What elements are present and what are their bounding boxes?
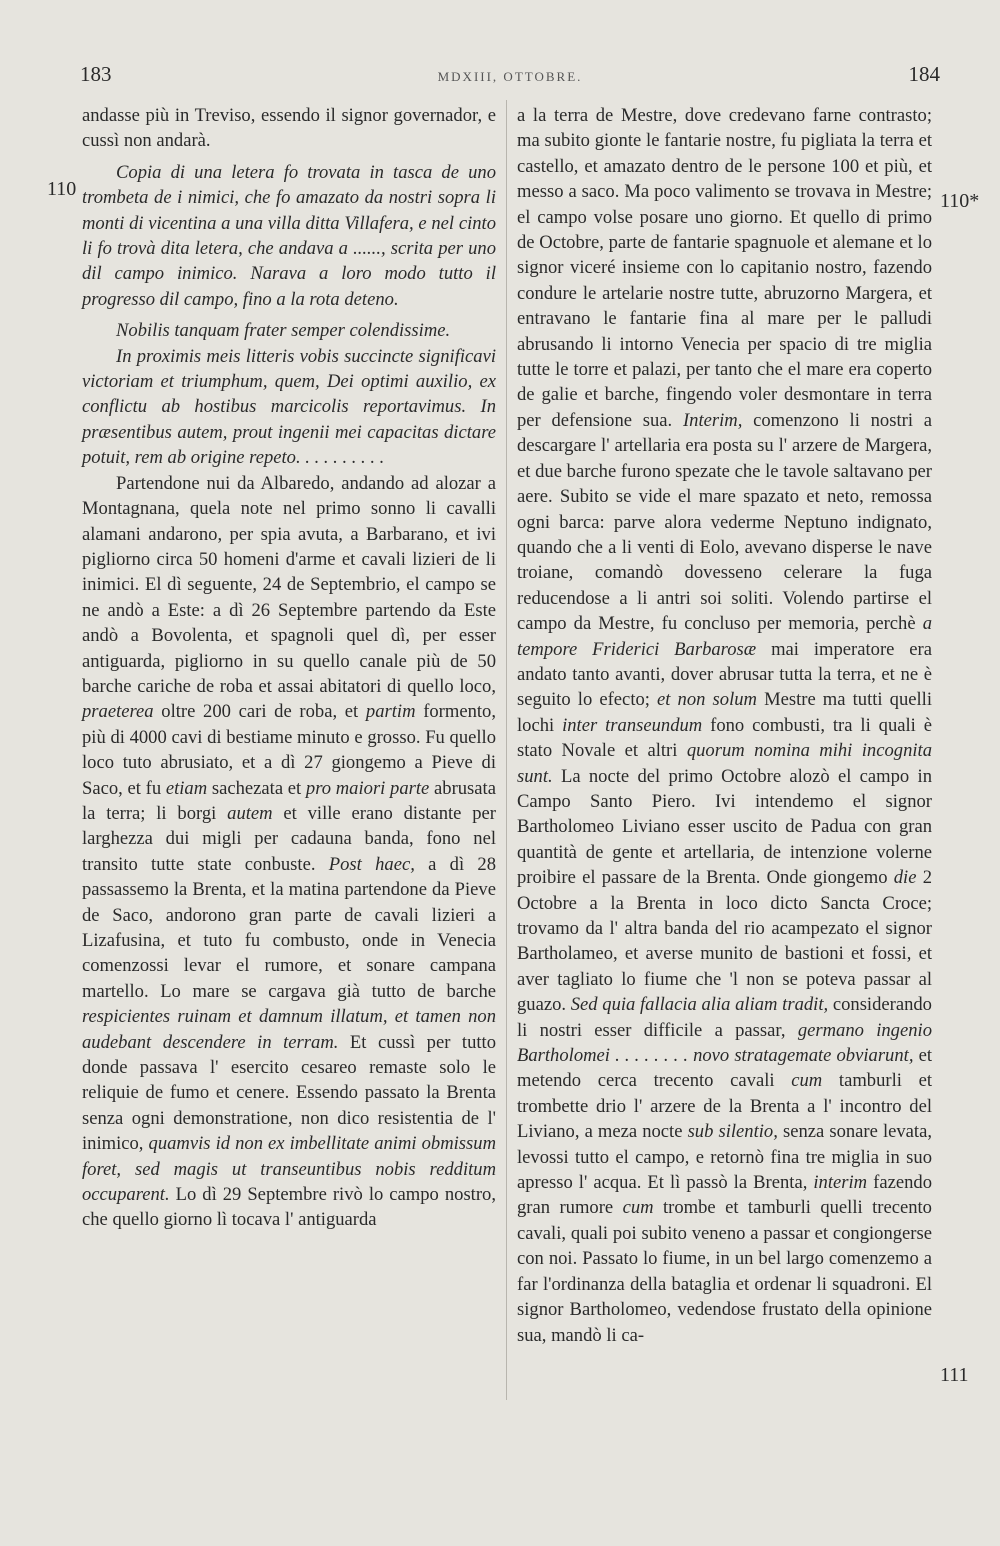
paragraph-narrative-continued (517, 103, 932, 1348)
paragraph-latin-opening: In proximis meis litteris vobis succincte significavi victoriam et triumphum, quem, Dei optimi auxilio, ex conflictu ab hostibus marcicolis reportavimus. In præsentibus autem, prout ingenii mei capacitas dictare potuit, rem ab origine repeto. . . . . . . . . . (82, 345, 496, 469)
margin-number-110-right: 110* (940, 190, 980, 212)
italic-run: inter transeundum (562, 714, 703, 736)
text-run: Mestre ma tutti quelli lochi (517, 689, 933, 736)
column-divider (506, 100, 507, 1400)
text-run: formento, più di 4000 cavi di bestiame minuto e grosso. Fu quello loco tuto abrusiato, et a dì 27 giongemo a Pieve di Saco, et fu (82, 701, 496, 799)
text-run: et ville erano distante per larghezza dui migli per cadauna banda, fono nel transito tutte state conbuste. (82, 802, 496, 875)
text-run: et metendo cerca trecento cavali (517, 1045, 932, 1092)
italic-run: interim (813, 1172, 868, 1194)
italic-run: et non solum (657, 689, 757, 711)
text-run: a la terra de Mestre, dove credevano farne contrasto; ma subito gionte le fantarie nostre, fu pigliata la terra et castello, et amazato dentro de le persone 100 et più, et messo a saco. Ma poco valimento se trovava in Mestre; el campo volse posare uno giorno. Et quello di primo de Octobre, parte de fantarie spagnuole et alemane et lo signor viceré insieme con lo capitanio nostro, fazendo condure le artelarie nostre tutte, abruzorno Margera, et entravano le fantarie fina al mare per le palludi abrusando li intorno Venecia per spacio di tre miglia tutte le torre et palazi, per tanto che el mare era coperto de galie et barche, fingendo voler desmontare in terra per defensione sua. (517, 105, 932, 431)
italic-run: sub silentio, (687, 1121, 778, 1143)
text-run: Lo dì 29 Septembre rivò lo campo nostro, che quello giorno lì tocava l' antiguarda (82, 1184, 496, 1231)
running-title: MDXIII, OTTOBRE. (437, 69, 583, 84)
paragraph-continuation: andasse più in Treviso, essendo il signor governador, e cussì non andarà. (82, 105, 496, 152)
text-run: abrusata la terra; li borgi (82, 777, 496, 824)
italic-run: Sed quia fallacia alia aliam tradit, (570, 994, 829, 1016)
page-number-left: 183 (80, 62, 112, 86)
page-number-right: 184 (908, 62, 940, 86)
italic-run: quorum nomina mihi incognita sunt. (517, 740, 932, 787)
page-header (80, 62, 940, 92)
italic-run: Interim, (682, 409, 743, 431)
text-run: comenzono li nostri a descargare l' artellaria era posta su l' arzere de Margera, et due barche furono spezate che le tavole saltavano per aere. Subito se vide el mare spazato et neto, remossa ogni barca: parve alora vederme Neptuno indignato, quando che a li venti di Eolo, avevano disperse le nave troiane, comandò dovesseno celerare la fuga reducendose a li antri soi soliti. Volendo partirse el campo da Mestre, fu concluso per memoria, perchè (517, 409, 932, 635)
paragraph-narrative (82, 471, 496, 1233)
text-run: sachezata et (207, 777, 306, 799)
italic-run: pro maiori parte (305, 777, 430, 799)
text-run: trombe et tamburli quelli trecento cavali, quali poi subito veneno a passar et congiongerse con noi. Passato lo fiume, in un bel largo comenzemo a far l'ordinanza della bataglia et ordenar li squadroni. El signor Bartholomeo, vedendose frustato della opinione sua, mandò li ca- (517, 1197, 932, 1346)
text-run: Et cussì per tutto donde passava l' esercito cesareo remaste solo le reliquie de fumo et cenere. Essendo passato la Brenta senza ogni demonstratione, non dico resistentia de l' inimico, (82, 1031, 496, 1155)
text-run: fazendo gran rumore (517, 1172, 932, 1219)
text-run: mai imperatore era andato tanto avanti, dover abrusar tutta la terra, et ne è seguito lo efecto; (517, 638, 932, 711)
paragraph-letter-intro: Copia di una letera fo trovata in tasca de uno trombeta de i nimici, che fo amazato da nostri sopra li monti di vicentina a una villa ditta Villafera, e nel cinto li fo trovà dita letera, che andava a ......, scrita per uno dil campo inimico. Narava a loro modo tutto il progresso dil campo, fino a la rota deteno. (82, 161, 496, 310)
italic-run: Post haec, (328, 853, 415, 875)
italic-run: die (893, 867, 917, 889)
italic-run: cum (622, 1197, 654, 1219)
text-run: Partendone nui da Albaredo, andando ad alozar a Montagnana, quela note nel primo sonno li cavalli alamani andarono, per spia avuta, a Barbarano, et ivi pigliorno circa 50 homeni d'arme et cavali lizieri de li inimici. El dì seguente, 24 de Septembrio, el campo se ne andò a Este: a dì 26 Septembre partendo da Este andò a Bovolenta, et spagnoli quel dì, per esser antiguarda, pigliorno in su quello canale più de 50 barche cariche de roba et assai abitatori di quello loco, (82, 472, 496, 697)
text-run: La nocte del primo Octobre alozò el campo in Campo Santo Piero. Ivi intendemo el signor Bartholomeo Liviano esser uscito de Padua con gran quantità de gente et artellaria, de intenzione volerne proibire el passare de la Brenta. Onde giongemo (517, 765, 932, 889)
margin-number-110-left: 110 (47, 178, 77, 200)
italic-run: autem (227, 802, 273, 824)
text-run: tamburli et trombette drio l' arzere de la Brenta a l' incontro del Liviano, a meza nocte (517, 1070, 933, 1143)
text-run: 2 Octobre a la Brenta in loco dicto Sancta Croce; trovamo da l' altra banda del rio acampezato el signor Bartholameo, et averse munito de bastioni et fossi, et aver tagliato lo fiume che 'l non se poteva passar al guazo. (517, 867, 932, 1016)
text-run: senza sonare levata, levossi tutto el campo, e retornò fina tre miglia in suo apresso l' acqua. Et lì passò la Brenta, (517, 1121, 932, 1194)
text-run: fono combusti, tra li quali è stato Novale et altri (517, 714, 932, 762)
paragraph-salutation: Nobilis tanquam frater semper colendissime. (116, 320, 451, 342)
right-column (517, 103, 932, 1348)
italic-run: praeterea (82, 701, 154, 723)
text-run: a dì 28 passassemo la Brenta, et la matina partendone da Pieve de Saco, andorono gran parte de cavali lizieri a Lizafusina, et tuto fu combusto, onde in Venecia comenzossi levar el rumore, et sonare campana martello. Lo mare se cargava già tutto de barche (82, 853, 497, 1002)
italic-run: respicientes ruinam et damnum illatum, et tamen non audebant descendere in terram. (82, 1006, 496, 1053)
italic-run: quamvis id non ex imbellitate animi obmissum foret, sed magis ut transeuntibus nobis redditum occuparent. (82, 1133, 497, 1206)
text-run: oltre 200 cari de roba, et (153, 701, 366, 723)
left-column (82, 103, 496, 1233)
italic-run: etiam (165, 777, 208, 799)
italic-run: partim (365, 701, 416, 723)
text-run: considerando li nostri esser difficile a passar, (517, 994, 932, 1041)
italic-run: germano ingenio Bartholomei . . . . . . . . novo stratagemate obviarunt, (517, 1019, 932, 1067)
italic-run: a tempore Friderici Barbarosæ (517, 613, 932, 660)
margin-number-111: 111 (940, 1364, 969, 1386)
italic-run: cum (791, 1070, 823, 1092)
